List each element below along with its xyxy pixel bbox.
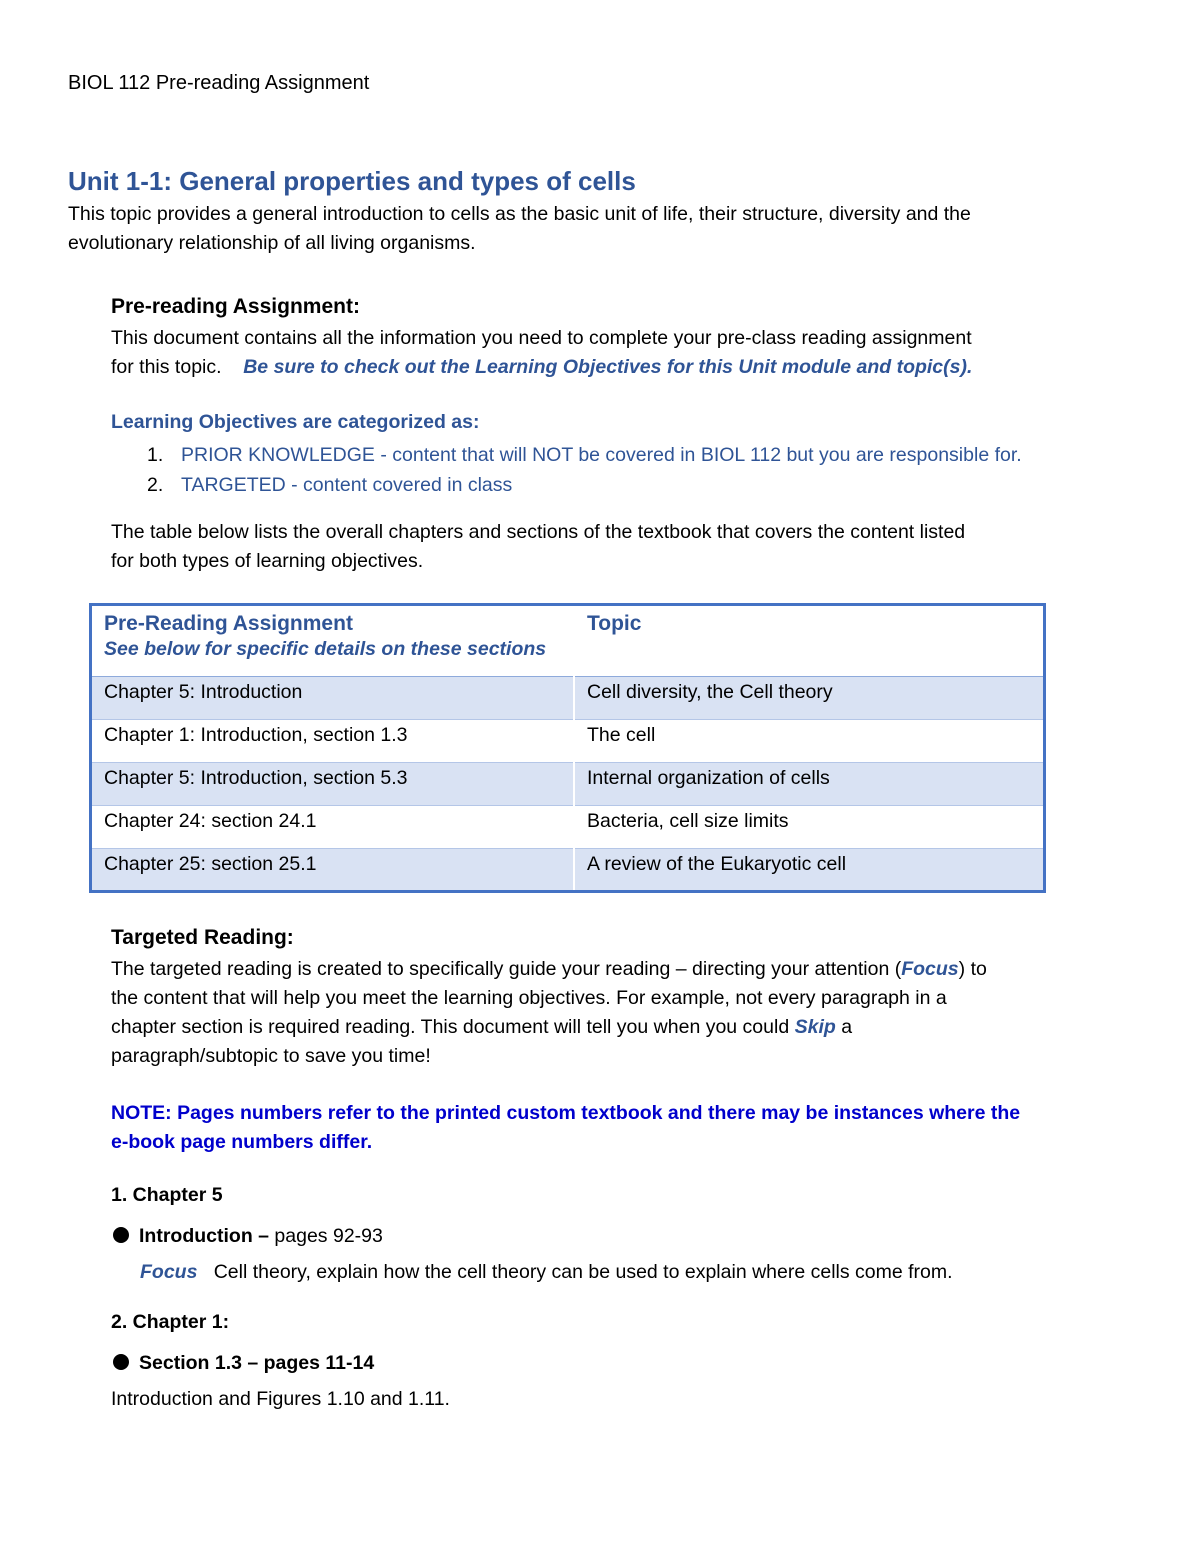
bullet-icon: [113, 1354, 129, 1370]
intro-line: This topic provides a general introduction to cells as the basic unit of life, their structure, diversity and the: [68, 203, 971, 225]
list-item: [147, 470, 1022, 500]
targeted-reading-paragraph: [111, 955, 987, 1071]
bullet-pages: pages 92-93: [274, 1225, 383, 1247]
table-row: [91, 677, 1045, 720]
table-row: [91, 806, 1045, 849]
assignment-cell: Chapter 5: Introduction: [91, 677, 575, 720]
topic-cell: The cell: [574, 720, 1045, 763]
page-header: BIOL 112 Pre-reading Assignment: [68, 72, 370, 94]
prereading-plain-text: for this topic.: [111, 356, 222, 378]
table-header-cell: [91, 605, 575, 677]
focus-keyword: Focus: [901, 958, 959, 980]
targeted-reading-heading: Targeted Reading:: [111, 926, 294, 949]
targeted-line: [111, 955, 987, 984]
table-intro-paragraph: [111, 518, 965, 576]
topic-cell: Cell diversity, the Cell theory: [574, 677, 1045, 720]
assignment-cell: Chapter 25: section 25.1: [91, 849, 575, 892]
intro-line: evolutionary relationship of all living organisms.: [68, 232, 476, 254]
topic-cell: Bacteria, cell size limits: [574, 806, 1045, 849]
list-item: [147, 440, 1022, 470]
assignment-cell: Chapter 1: Introduction, section 1.3: [91, 720, 575, 763]
col1-header: Pre-Reading Assignment: [104, 612, 353, 635]
table-row: [91, 763, 1045, 806]
list-number: 1.: [147, 444, 164, 466]
chapter-5-focus: [140, 1261, 953, 1284]
prereading-paragraph: [111, 324, 972, 382]
list-text: TARGETED - content covered in class: [181, 474, 513, 496]
targeted-text: a: [841, 1016, 853, 1038]
focus-text: Cell theory, explain how the cell theory can be used to explain where cells come from.: [213, 1261, 953, 1283]
chapter-5-heading: 1. Chapter 5: [111, 1184, 223, 1206]
targeted-line: [111, 1013, 987, 1042]
targeted-text: The targeted reading is created to specifically guide your reading – directing your attention (: [111, 958, 902, 980]
chapter-1-heading: 2. Chapter 1:: [111, 1311, 230, 1333]
note-line: NOTE: Pages numbers refer to the printed custom textbook and there may be instances where the: [111, 1102, 1021, 1124]
prereading-line: This document contains all the information you need to complete your pre-class reading assignment: [111, 327, 972, 349]
learning-objectives-reminder: Be sure to check out the Learning Objectives for this Unit module and topic(s).: [243, 356, 973, 378]
table-row: [91, 720, 1045, 763]
col1-subheader: See below for specific details on these sections: [104, 638, 547, 660]
focus-label: Focus: [140, 1261, 198, 1283]
learning-objectives-title: Learning Objectives are categorized as:: [111, 411, 480, 433]
targeted-text: ) to: [958, 958, 987, 980]
assignment-cell: Chapter 24: section 24.1: [91, 806, 575, 849]
table-header-cell: [574, 605, 1045, 677]
table-intro-line: for both types of learning objectives.: [111, 550, 424, 572]
bullet-bold-text: Section 1.3 – pages 11-14: [139, 1352, 375, 1374]
targeted-line: paragraph/subtopic to save you time!: [111, 1045, 431, 1067]
list-text: PRIOR KNOWLEDGE - content that will NOT be covered in BIOL 112 but you are responsible for.: [181, 444, 1022, 466]
note-paragraph: [111, 1099, 1020, 1157]
learning-objectives-list: [147, 440, 1022, 500]
topic-cell: A review of the Eukaryotic cell: [574, 849, 1045, 892]
prereading-line: [111, 353, 972, 382]
list-number: 2.: [147, 474, 164, 496]
intro-paragraph: [68, 200, 971, 258]
targeted-line: the content that will help you meet the learning objectives. For example, not every paragraph in a: [111, 987, 947, 1009]
bullet-bold-text: Introduction –: [139, 1225, 269, 1247]
col2-header: Topic: [587, 612, 642, 635]
table-header-row: [91, 605, 1045, 677]
note-line: e-book page numbers differ.: [111, 1131, 373, 1153]
page-title: Unit 1-1: General properties and types of cells: [68, 166, 636, 196]
chapter-1-bullet: [113, 1352, 374, 1375]
chapter-1-text: Introduction and Figures 1.10 and 1.11.: [111, 1388, 450, 1410]
chapter-5-bullet: [113, 1225, 383, 1248]
skip-keyword: Skip: [794, 1016, 836, 1038]
table-row: [91, 849, 1045, 892]
bullet-icon: [113, 1227, 129, 1243]
targeted-text: chapter section is required reading. This document will tell you when you could: [111, 1016, 790, 1038]
prereading-heading: Pre-reading Assignment:: [111, 295, 360, 318]
reading-table: [89, 603, 1046, 893]
table-intro-line: The table below lists the overall chapters and sections of the textbook that covers the content listed: [111, 521, 966, 543]
assignment-cell: Chapter 5: Introduction, section 5.3: [91, 763, 575, 806]
topic-cell: Internal organization of cells: [574, 763, 1045, 806]
